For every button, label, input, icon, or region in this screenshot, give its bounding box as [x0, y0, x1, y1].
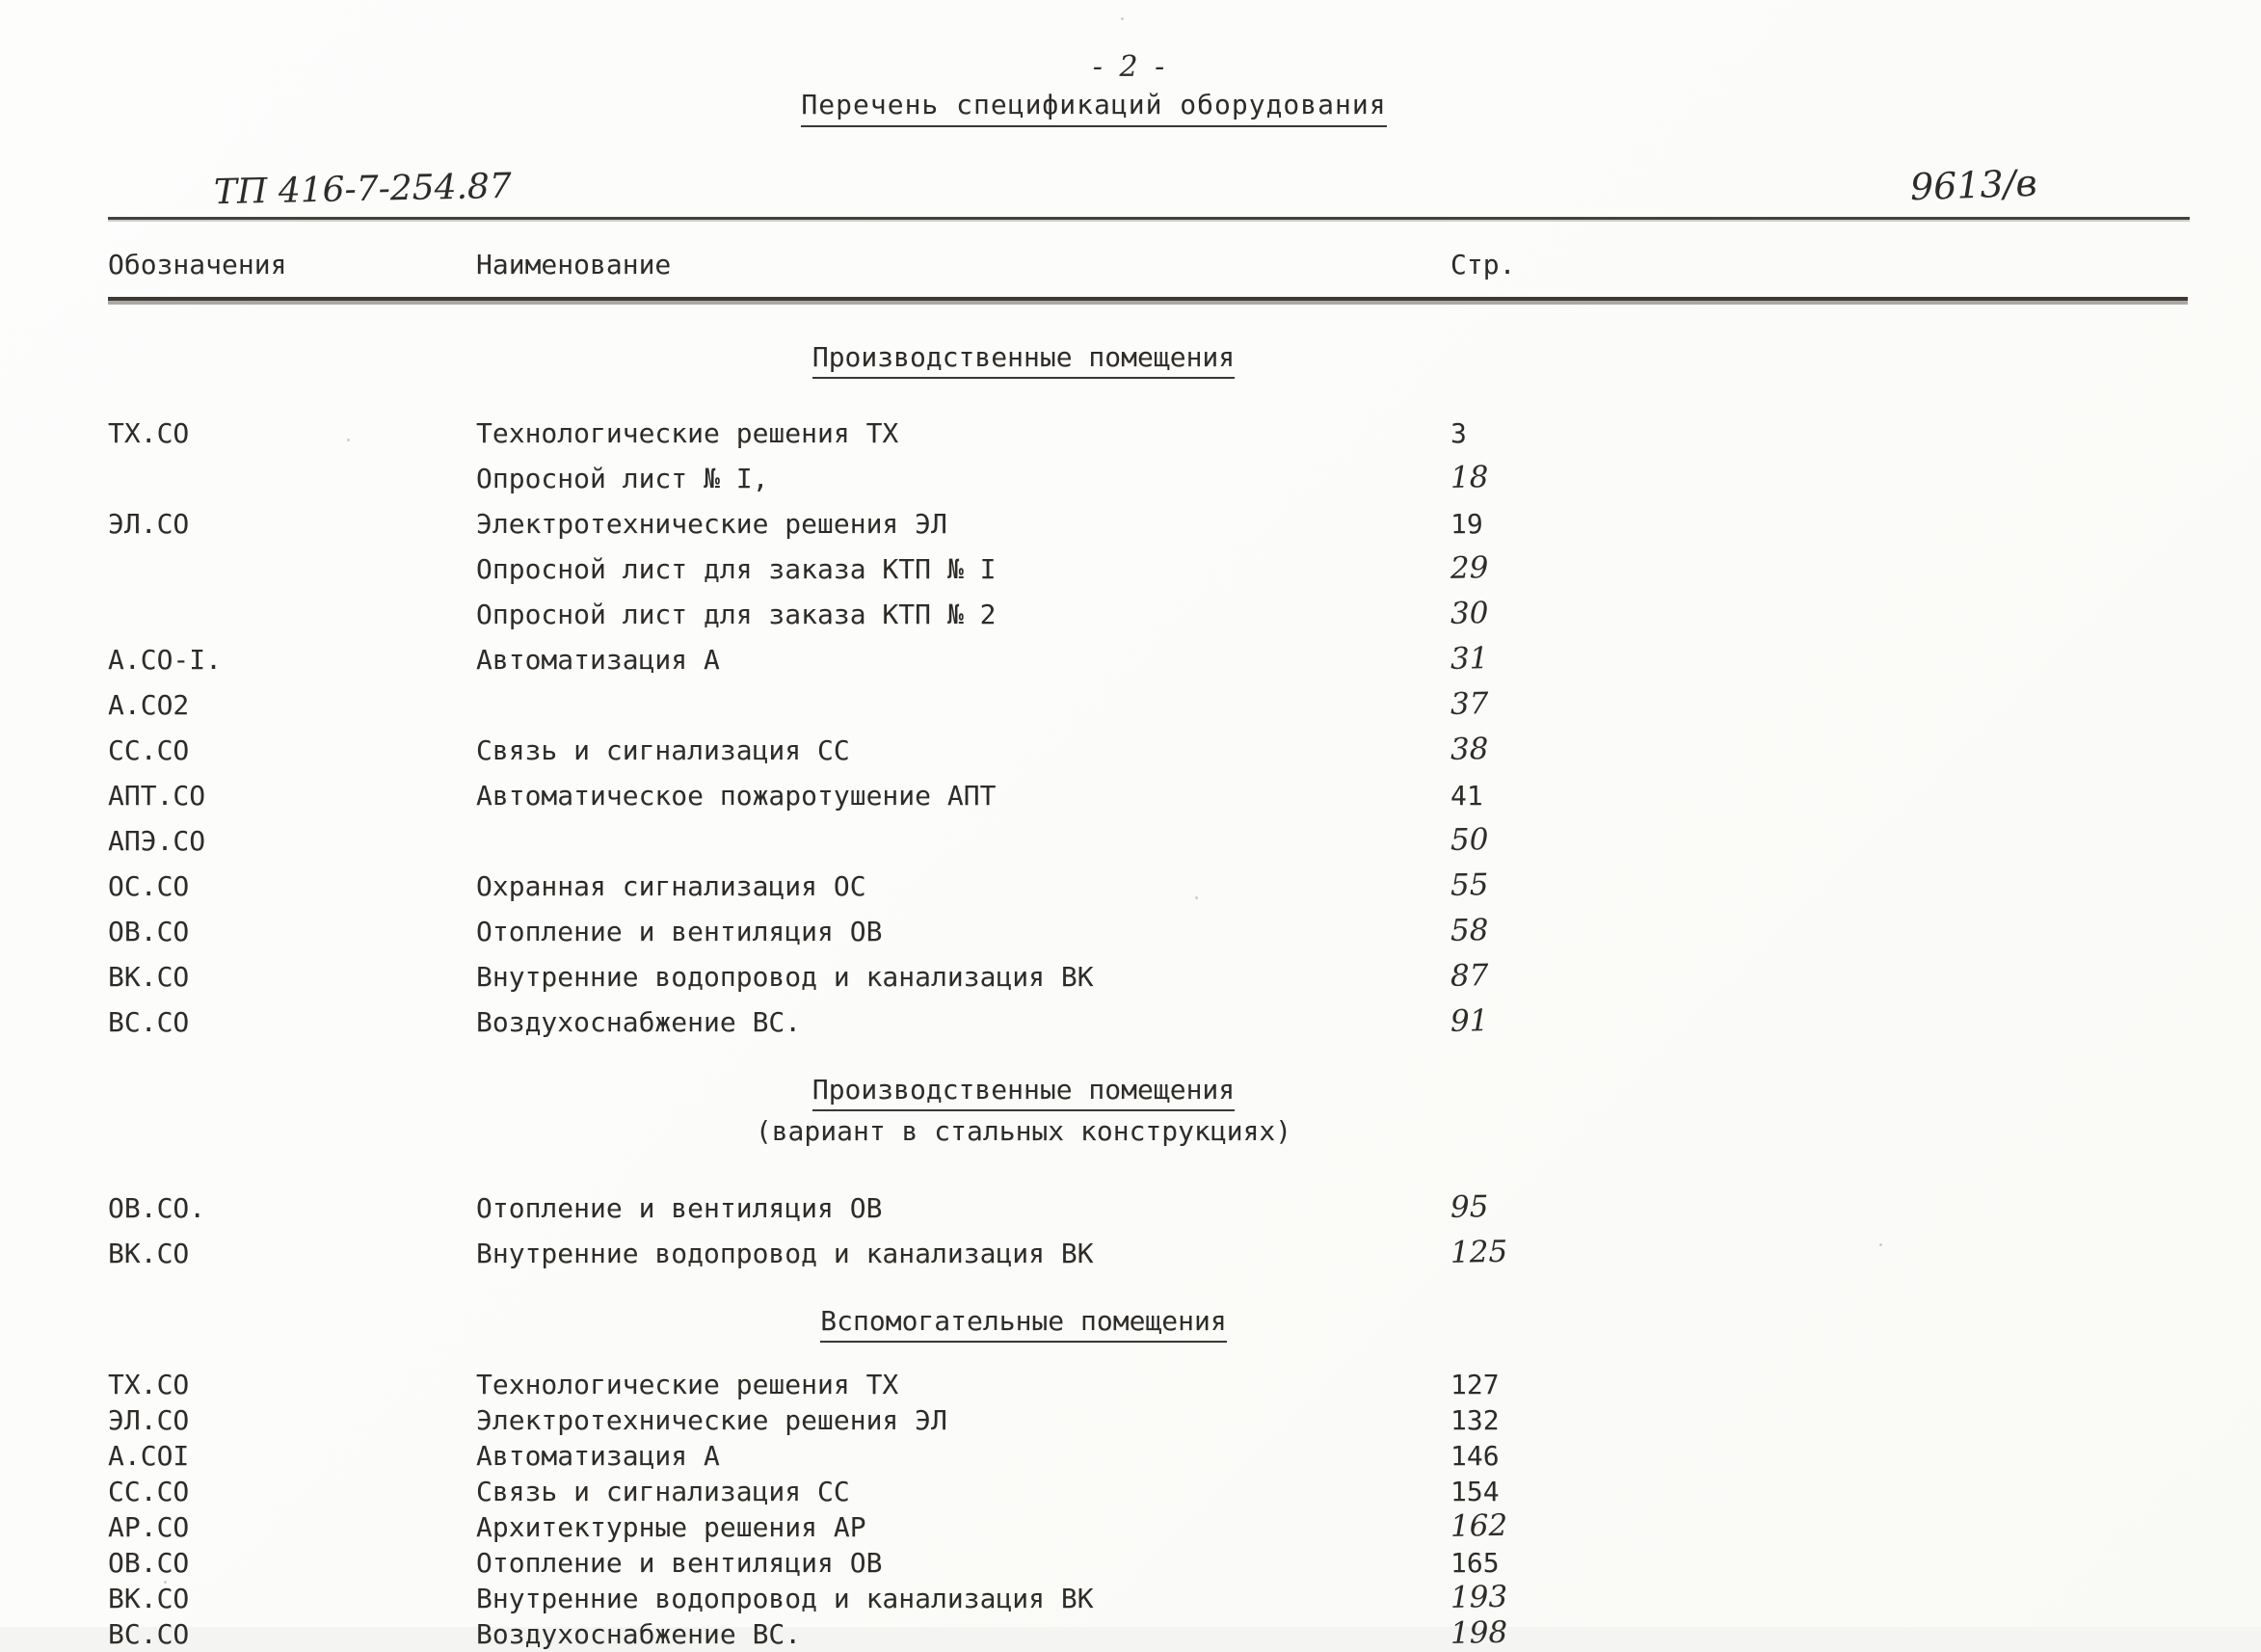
section-heading: [108, 1305, 1939, 1338]
designation-cell: ВС.СО: [108, 1618, 190, 1650]
page-cell: 41: [1450, 780, 1483, 812]
designation-cell: ВК.СО: [108, 961, 190, 993]
page-cell: 19: [1450, 508, 1483, 540]
horizontal-rule-top: [108, 217, 2190, 220]
designation-cell: СС.СО: [108, 1476, 190, 1507]
page-cell: 55: [1450, 867, 1489, 903]
section-heading-text: Производственные помещения: [812, 341, 1235, 379]
table-row: [108, 1509, 2209, 1545]
designation-cell: АР.СО: [108, 1511, 190, 1543]
spec-section: [108, 341, 2209, 1045]
section-rows: [108, 1367, 2209, 1652]
page-cell: 87: [1450, 958, 1489, 994]
col-header-designation: Обозначения: [108, 249, 287, 280]
horizontal-rule-header: [108, 297, 2188, 301]
name-cell: Воздухоснабжение ВС.: [476, 1006, 802, 1038]
section-heading: [108, 341, 1939, 374]
page-cell: 18: [1450, 460, 1489, 495]
spec-sections: [108, 326, 2209, 1652]
name-cell: [476, 682, 1443, 728]
designation-cell: ОВ.СО: [108, 916, 190, 947]
designation-cell: ТХ.СО: [108, 417, 190, 449]
designation-cell: ЭЛ.СО: [108, 1404, 190, 1436]
table-header-row: [108, 249, 2190, 280]
name-cell: Автоматизация А: [476, 1440, 720, 1472]
page-cell: 193: [1450, 1579, 1508, 1615]
spec-section: [108, 1074, 2209, 1276]
designation-cell: [108, 456, 476, 501]
designation-cell: ВК.СО: [108, 1238, 190, 1269]
scan-speck: [1879, 1243, 1882, 1246]
archive-code: 9613/в: [1909, 161, 2038, 209]
section-heading: [108, 1074, 1939, 1106]
section-rows: [108, 411, 2209, 1045]
project-code: ТП 416-7-254.87: [213, 166, 513, 213]
name-cell: Охранная сигнализация ОС: [476, 870, 866, 902]
page-cell: 132: [1450, 1404, 1500, 1436]
designation-cell: ТХ.СО: [108, 1369, 190, 1400]
page-cell: 146: [1450, 1440, 1500, 1472]
page-cell: 58: [1450, 913, 1489, 948]
designation-cell: ЭЛ.СО: [108, 508, 190, 540]
page-cell: 37: [1450, 686, 1489, 722]
page-cell: 95: [1450, 1189, 1489, 1225]
name-cell: Отопление и вентиляция ОВ: [476, 1547, 883, 1579]
name-cell: Внутренние водопровод и канализация ВК: [476, 1583, 1094, 1614]
name-cell: Технологические решения ТХ: [476, 417, 899, 449]
table-row: [108, 999, 2209, 1045]
name-cell: Опросной лист № I,: [476, 463, 769, 494]
designation-cell: ВК.СО: [108, 1583, 190, 1614]
document-title-text: Перечень спецификаций оборудования: [801, 89, 1386, 127]
page-cell: 29: [1450, 550, 1489, 586]
designation-cell: АПЭ.СО: [108, 825, 206, 857]
table-row: [108, 728, 2209, 773]
table-row: [108, 1438, 2209, 1474]
page-cell: 125: [1450, 1234, 1508, 1270]
name-cell: Архитектурные решения АР: [476, 1511, 866, 1543]
name-cell: Внутренние водопровод и канализация ВК: [476, 961, 1094, 993]
name-cell: Внутренние водопровод и канализация ВК: [476, 1238, 1094, 1269]
name-cell: Электротехнические решения ЭЛ: [476, 508, 947, 540]
designation-cell: ОВ.СО.: [108, 1192, 206, 1224]
page-cell: 31: [1450, 641, 1489, 677]
name-cell: Связь и сигнализация СС: [476, 734, 850, 766]
page-cell: 198: [1450, 1614, 1508, 1651]
page-cell: 50: [1450, 822, 1489, 858]
page-cell: 165: [1450, 1547, 1500, 1579]
table-row: [108, 1402, 2209, 1438]
name-cell: Автоматическое пожаротушение АПТ: [476, 780, 997, 812]
page-cell: 162: [1450, 1507, 1508, 1544]
table-row: [108, 1616, 2209, 1652]
name-cell: Отопление и вентиляция ОВ: [476, 916, 883, 947]
name-cell: Воздухоснабжение ВС.: [476, 1618, 802, 1650]
scan-speck: [164, 1581, 167, 1584]
designation-cell: А.СОI: [108, 1440, 190, 1472]
designation-cell: А.СО-I.: [108, 644, 223, 676]
designation-cell: ОВ.СО: [108, 1547, 190, 1579]
page-cell: 3: [1450, 417, 1467, 449]
designation-cell: [108, 546, 476, 592]
designation-cell: СС.СО: [108, 734, 190, 766]
name-cell: [476, 818, 1443, 864]
page-cell: 154: [1450, 1476, 1500, 1507]
name-cell: Опросной лист для заказа КТП № I: [476, 553, 997, 585]
name-cell: Электротехнические решения ЭЛ: [476, 1404, 947, 1436]
section-heading-text: Производственные помещения: [812, 1074, 1235, 1111]
name-cell: Автоматизация А: [476, 644, 720, 676]
page-number: - 2 -: [1092, 50, 1169, 84]
table-row: [108, 1231, 2209, 1276]
table-row: [108, 1367, 2209, 1402]
col-header-name: Наименование: [476, 249, 672, 280]
section-rows: [108, 1186, 2209, 1276]
scan-speck: [1121, 17, 1124, 20]
page-cell: 91: [1450, 1003, 1489, 1039]
name-cell: Технологические решения ТХ: [476, 1369, 899, 1400]
table-row: [108, 456, 2209, 501]
page-cell: 30: [1450, 596, 1489, 631]
section-subheading: (вариант в стальных конструкциях): [755, 1115, 1292, 1147]
name-cell: Отопление и вентиляция ОВ: [476, 1192, 883, 1224]
page-cell: 38: [1450, 732, 1489, 767]
designation-cell: [108, 592, 476, 637]
designation-cell: АПТ.СО: [108, 780, 206, 812]
name-cell: Опросной лист для заказа КТП № 2: [476, 599, 997, 630]
col-header-page: Стр.: [1450, 249, 1516, 280]
page-cell: 127: [1450, 1369, 1500, 1400]
scan-speck: [1195, 896, 1198, 899]
designation-cell: А.СО2: [108, 689, 190, 721]
designation-cell: ОС.СО: [108, 870, 190, 902]
spec-section: [108, 1305, 2209, 1652]
designation-cell: ВС.СО: [108, 1006, 190, 1038]
scan-speck: [347, 439, 350, 441]
document-title: [0, 89, 2188, 120]
section-heading-text: Вспомогательные помещения: [820, 1305, 1226, 1343]
name-cell: Связь и сигнализация СС: [476, 1476, 850, 1507]
